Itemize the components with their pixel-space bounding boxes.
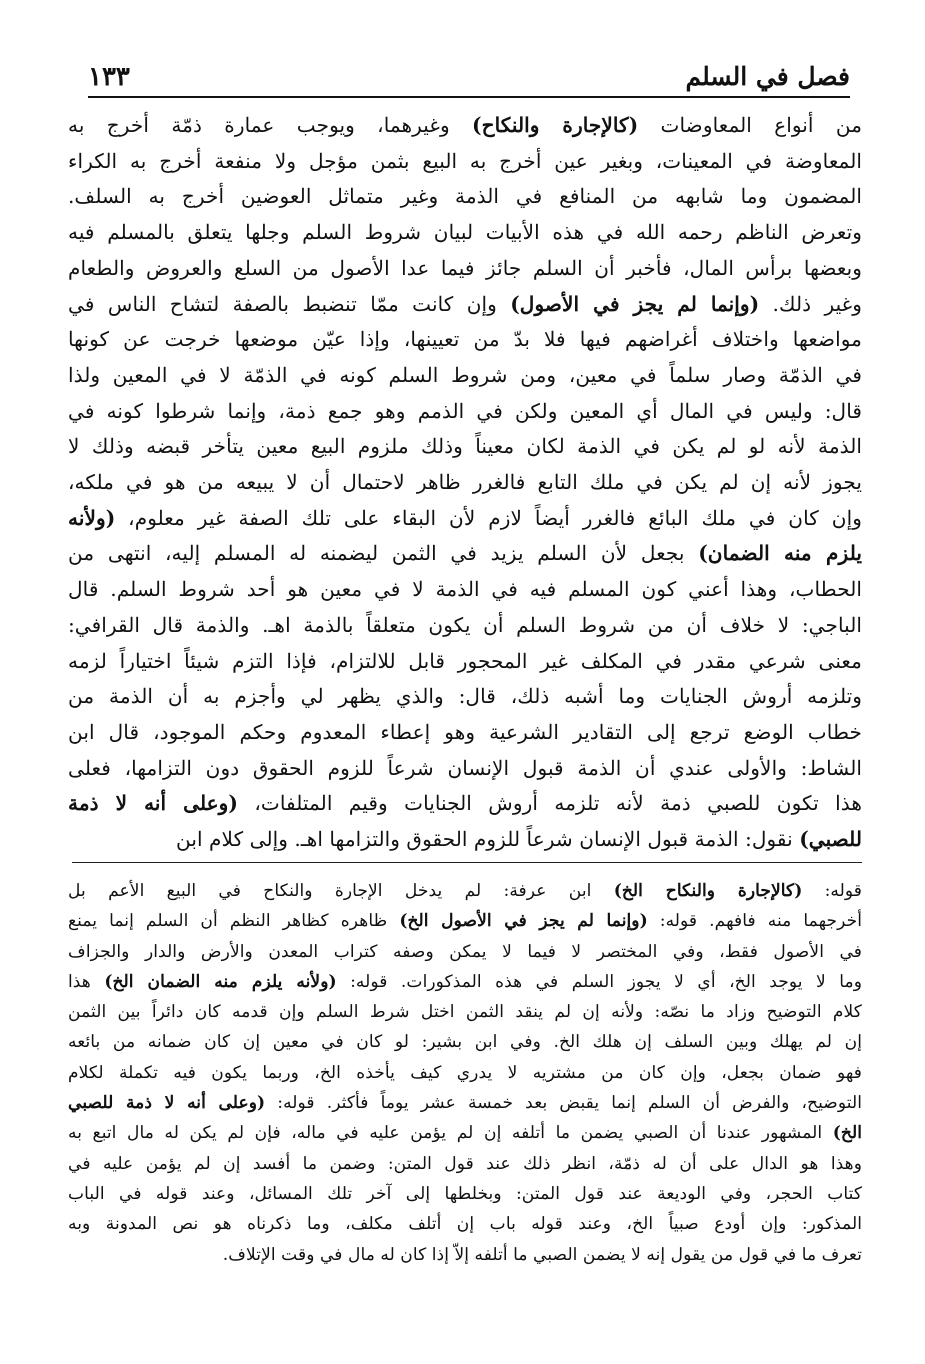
text-run: ابن عرفة: لم يدخل الإجارة والنكاح في البيع الأعم بل: [68, 881, 614, 901]
main-text: [68, 108, 862, 858]
text-run: معنى شرعي مقدر في المكلف غير المحجور قابل للالتزام، فإذا التزم شيئاً اختياراً لزمه: [68, 648, 862, 673]
footnote-divider: [72, 862, 862, 863]
main-text-line: [68, 572, 862, 608]
quoted-phrase: (وعلى أنه لا ذمة: [68, 791, 238, 816]
main-text-line: [68, 322, 862, 358]
text-run: وتعرض الناظم رحمه الله في هذه الأبيات لبيان شروط السلم وجلها يتعلق بالمسلم فيه: [68, 220, 862, 245]
text-run: وهذا هو الدال على أن له ذمّة، انظر ذلك عند قول المتن: وضمن ما أفسد إن لم يؤمن عليه في: [68, 1153, 862, 1174]
text-run: وغيرهما، ويوجب عمارة ذمّة أخرج به: [68, 113, 473, 137]
text-run: وبعضها برأس المال، فأخبر أن السلم جائز فيما عدا الأصول من السلع والعروض والطعام: [68, 255, 862, 280]
footnote-line: [68, 937, 862, 967]
main-text-line: [68, 751, 862, 787]
footnote-line: [68, 906, 862, 936]
text-run: في الأصول فقط، وفي المختصر لا فيما لا يمكن وصفه كتراب المعدن والأرض والدار والجزاف: [68, 941, 862, 962]
quoted-phrase: (كالإجارة والنكاح): [472, 113, 639, 137]
quoted-phrase: (وعلى أنه لا ذمة للصبي: [68, 1093, 266, 1114]
page-header: [88, 52, 850, 92]
text-run: المذكور: وإن أودع صبياً الخ، وعند قوله باب إن أتلف مكلف، وما ذكرناه هو نص المدونة وبه: [68, 1214, 862, 1235]
main-text-line: [68, 251, 862, 287]
text-run: التوضيح، والفرض أن السلم إنما يقبض بعد خمسة عشر يوماً فأكثر. قوله:: [265, 1093, 862, 1114]
text-run: قال: وليس في المال أي المعين ولكن في الذمم وهو جمع ذمة، وإنما شرطوا كونه في: [68, 398, 862, 423]
chapter-title: فصل في السلم: [685, 62, 850, 91]
text-run: كتاب الحجر، وفي الوديعة عند قول المتن: وبخلطها إلى آخر تلك المسائل، وعند قوله في الباب: [68, 1183, 862, 1204]
text-run: وإن كان في ملك البائع فالغرر أيضاً لازم لأن البقاء على تلك الصفة غير معلوم،: [115, 505, 862, 530]
main-text-line: [68, 179, 862, 215]
text-run: بجعل لأن السلم يزيد في الثمن ليضمنه له المسلم إليه، انتهى من: [68, 541, 699, 566]
main-text-line: [68, 679, 862, 715]
text-run: قوله:: [802, 881, 862, 901]
text-run: الباجي: لا خلاف أن من شروط السلم أن يكون متعلقاً بالذمة اهـ. والذمة قال القرافي:: [68, 612, 862, 637]
main-text-line: [68, 394, 862, 430]
footnote-line: [68, 1088, 862, 1118]
header-rule: [88, 96, 850, 98]
main-text-line: [68, 215, 862, 251]
text-run: أخرجهما منه فافهم. قوله:: [647, 911, 862, 932]
main-text-line: [68, 786, 862, 822]
main-text-line: [68, 358, 862, 394]
text-run: إن لم يهلك وبين السلف إن هلك الخ. وفي ابن بشير: لو كان في معين إن كان ضمانه من بائعه: [68, 1032, 862, 1053]
quoted-phrase: للصبي): [799, 827, 862, 852]
main-text-line: [68, 536, 862, 572]
text-run: وما لا يوجد الخ، أي لا يجوز السلم في هذه المذكورات. قوله:: [336, 971, 862, 992]
text-run: الذمة لأنه لو لم يكن في الذمة لكان معيناً وذلك ملزوم البيع معين يتأخر قبضه وذلك لا: [68, 434, 862, 459]
main-text-line: [68, 644, 862, 680]
footnote-line: [68, 1240, 862, 1270]
main-text-line: [68, 501, 862, 537]
text-run: الحطاب، وهذا أعني كون المسلم فيه في الذمة لا في معين هو أحد شروط السلم. قال: [68, 577, 862, 602]
quoted-phrase: الخ): [832, 1123, 862, 1144]
footnote-line: [68, 1149, 862, 1179]
main-text-line: [68, 429, 862, 465]
footnote-line: [68, 1118, 862, 1148]
text-run: في الذمّة وصار سلماً في معين، ومن شروط السلم كونه في الذمّة لا في المعين ولذا: [68, 362, 862, 387]
text-run: يجوز لأنه إن لم يكن في ملك التابع فالغرر ظاهر لاحتمال أن لا يبيعه من هو في ملكه،: [68, 470, 862, 495]
text-run: وإن كانت ممّا تنضبط بالصفة لتشاح الناس في: [68, 291, 511, 316]
main-text-line: [68, 287, 862, 323]
text-run: المعاوضة في المعينات، وبغير عين أخرج به البيع بثمن مؤجل ولا منفعة أخرج به الكراء: [68, 148, 862, 173]
main-text-line: [68, 465, 862, 501]
text-run: الشاط: والأولى عندي أن الذمة قبول الإنسان شرعاً للزوم الحقوق دون التزامها، فعلى: [68, 755, 862, 780]
footnote-line: [68, 967, 862, 997]
text-run: تعرف ما في قول من يقول إنه لا يضمن الصبي ما أتلفه إلاّ إذا كان له مال في وقت الإتلاف.: [222, 1244, 862, 1265]
footnote-line: [68, 1209, 862, 1239]
footnote-line: [68, 1179, 862, 1209]
page-number: ١٣٣: [88, 62, 130, 92]
text-run: من أنواع المعاوضات: [638, 113, 862, 137]
quoted-phrase: يلزم منه الضمان): [698, 541, 862, 566]
quoted-phrase: (وإنما لم يجز في الأصول الخ): [399, 911, 648, 932]
text-run: هذا تكون للصبي ذمة لأنه تلزمه أروش الجنايات وقيم المتلفات،: [237, 791, 862, 816]
footnote-line: [68, 1027, 862, 1057]
quoted-phrase: (وإنما لم يجز في الأصول): [510, 291, 760, 316]
text-run: وغير ذلك.: [759, 291, 862, 316]
footnotes: [68, 876, 862, 1270]
main-text-line: [68, 822, 862, 858]
text-run: نقول: الذمة قبول الإنسان شرعاً للزوم الحقوق والتزامها اهـ. وإلى كلام ابن: [176, 827, 800, 852]
main-text-line: [68, 715, 862, 751]
footnote-line: [68, 1058, 862, 1088]
text-run: مواضعها واختلاف أغراضهم فيها فلا بدّ من تعيينها، وإذا عيّن موضعها خرجت عن كونها: [68, 327, 862, 352]
text-run: وتلزمه أروش الجنايات وما أشبه ذلك، قال: والذي يظهر لي وأجزم به أن الذمة من: [68, 684, 862, 709]
main-text-line: [68, 144, 862, 180]
quoted-phrase: (كالإجارة والنكاح الخ): [613, 881, 803, 901]
text-run: خطاب الوضع ترجع إلى التقادير الشرعية وهو إعطاء المعدوم وحكم الموجود، قال ابن: [68, 719, 862, 744]
text-run: فهو ضمان بجعل، وإن كان من مشتريه لا يدري كيف يأخذه الخ، وربما يكون فيه تكملة لكلام: [68, 1062, 862, 1083]
footnote-line: [68, 997, 862, 1027]
quoted-phrase: (ولأنه: [68, 505, 116, 530]
footnote-line: [68, 876, 862, 906]
text-run: المشهور عندنا أن الصبي يضمن ما أتلفه إن لم يؤمن عليه في ماله، فإن لم يكن له مال اتبع به: [68, 1123, 833, 1144]
text-run: ظاهره كظاهر النظم أن السلم إنما يمنع: [68, 911, 400, 932]
text-run: المضمون وما شابهه من المنافع في الذمة وغير متماثل العوضين أخرج به السلف.: [68, 184, 862, 209]
text-run: كلام التوضيح وزاد ما نصّه: ولأنه إن لم ينقد الثمن اختل شرط السلم وإن قدمه كان دائراً بين الثمن: [68, 1002, 862, 1023]
text-run: هذا: [68, 971, 105, 992]
quoted-phrase: (ولأنه يلزم منه الضمان الخ): [104, 971, 337, 992]
main-text-line: [68, 108, 862, 144]
main-text-line: [68, 608, 862, 644]
